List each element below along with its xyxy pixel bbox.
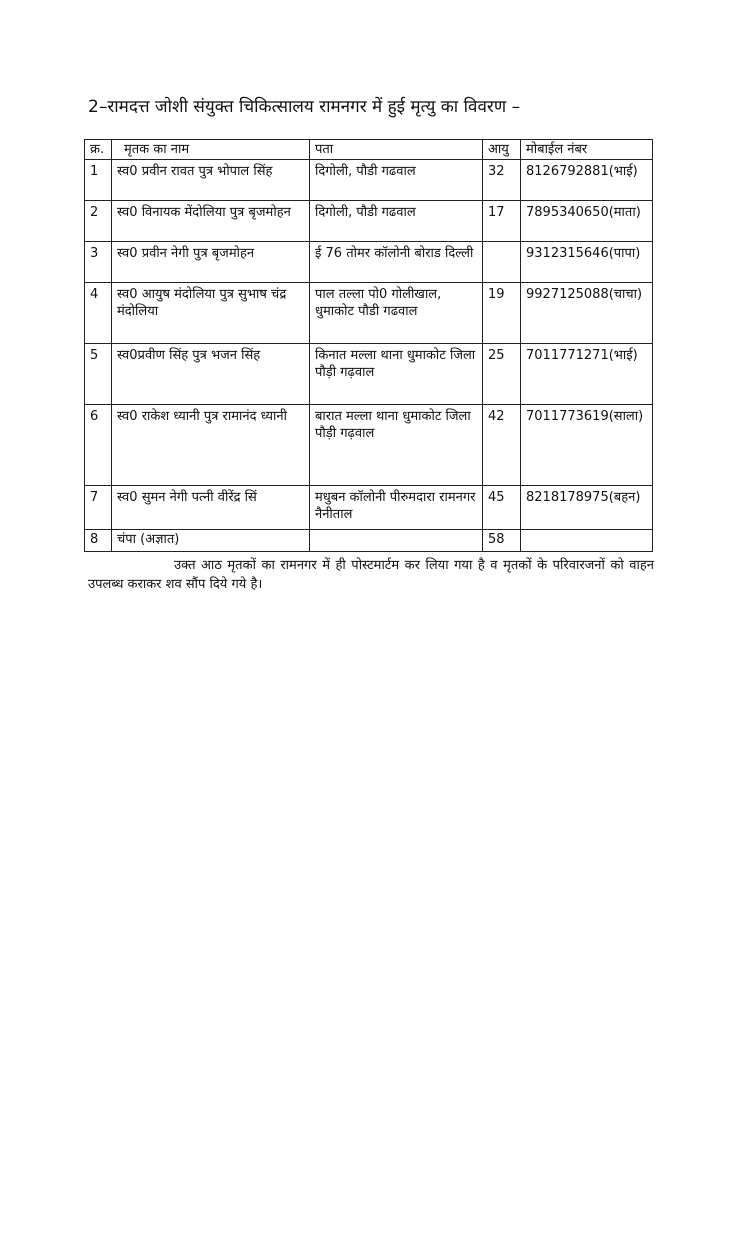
table-row bbox=[85, 160, 653, 201]
cell-sn: 7 bbox=[85, 486, 112, 530]
cell-name: स्व0 विनायक मेंदोलिया पुत्र बृजमोहन bbox=[112, 201, 310, 242]
cell-name: स्व0 प्रवीन रावत पुत्र भोपाल सिंह bbox=[112, 160, 310, 201]
cell-mobile: 8218178975(बहन) bbox=[521, 486, 653, 530]
cell-sn: 1 bbox=[85, 160, 112, 201]
cell-sn: 8 bbox=[85, 530, 112, 552]
cell-mobile: 9312315646(पापा) bbox=[521, 242, 653, 283]
table-row bbox=[85, 242, 653, 283]
table-row bbox=[85, 344, 653, 405]
cell-mobile bbox=[521, 530, 653, 552]
cell-age bbox=[483, 242, 521, 283]
cell-address bbox=[310, 530, 483, 552]
cell-address: दिगोली, पौडी गढवाल bbox=[310, 160, 483, 201]
header-name: मृतक का नाम bbox=[112, 140, 310, 160]
cell-age: 32 bbox=[483, 160, 521, 201]
cell-mobile: 7011771271(भाई) bbox=[521, 344, 653, 405]
cell-name: स्व0 प्रवीन नेगी पुत्र बृजमोहन bbox=[112, 242, 310, 283]
cell-name: स्व0 आयुष मंदोलिया पुत्र सुभाष चंद्र मंदोलिया bbox=[112, 283, 310, 344]
deceased-table bbox=[84, 139, 653, 552]
cell-address: ई 76 तोमर कॉलोनी बोराड दिल्ली bbox=[310, 242, 483, 283]
page-heading: 2–रामदत्त जोशी संयुक्त चिकित्सालय रामनगर में हुई मृत्यु का विवरण – bbox=[88, 97, 521, 117]
table-row bbox=[85, 201, 653, 242]
postmortem-note: उक्त आठ मृतकों का रामनगर में ही पोस्टमार्टम कर लिया गया है व मृतकों के परिवारजनों को वाहन उपलब्ध कराकर शव सौंप दिये गये है। bbox=[88, 558, 654, 592]
header-age: आयु bbox=[483, 140, 521, 160]
cell-age: 25 bbox=[483, 344, 521, 405]
cell-age: 42 bbox=[483, 405, 521, 486]
cell-mobile: 8126792881(भाई) bbox=[521, 160, 653, 201]
cell-age: 45 bbox=[483, 486, 521, 530]
cell-sn: 5 bbox=[85, 344, 112, 405]
cell-age: 17 bbox=[483, 201, 521, 242]
cell-age: 19 bbox=[483, 283, 521, 344]
cell-mobile: 9927125088(चाचा) bbox=[521, 283, 653, 344]
cell-sn: 4 bbox=[85, 283, 112, 344]
table-row bbox=[85, 283, 653, 344]
cell-address: बारात मल्ला थाना धुमाकोट जिला पौड़ी गढ़वाल bbox=[310, 405, 483, 486]
table-row bbox=[85, 486, 653, 530]
cell-name: स्व0 सुमन नेगी पत्नी वीरेंद्र सिं bbox=[112, 486, 310, 530]
cell-name: स्व0 राकेश ध्यानी पुत्र रामानंद ध्यानी bbox=[112, 405, 310, 486]
cell-address: दिगोली, पौडी गढवाल bbox=[310, 201, 483, 242]
header-address: पता bbox=[310, 140, 483, 160]
cell-age: 58 bbox=[483, 530, 521, 552]
cell-address: पाल तल्ला पो0 गोलीखाल, धुमाकोट पौडी गढवाल bbox=[310, 283, 483, 344]
cell-mobile: 7011773619(साला) bbox=[521, 405, 653, 486]
cell-name: स्व0प्रवीण सिंह पुत्र भजन सिंह bbox=[112, 344, 310, 405]
header-sn: क्र. bbox=[85, 140, 112, 160]
cell-address: मधुबन कॉलोनी पीरुमदारा रामनगर नैनीताल bbox=[310, 486, 483, 530]
table-row bbox=[85, 405, 653, 486]
header-mobile: मोबाईल नंबर bbox=[521, 140, 653, 160]
cell-sn: 6 bbox=[85, 405, 112, 486]
table-header-row bbox=[85, 140, 653, 160]
cell-sn: 2 bbox=[85, 201, 112, 242]
table-row bbox=[85, 530, 653, 552]
cell-sn: 3 bbox=[85, 242, 112, 283]
cell-mobile: 7895340650(माता) bbox=[521, 201, 653, 242]
cell-address: किनात मल्ला थाना धुमाकोट जिला पौड़ी गढ़वाल bbox=[310, 344, 483, 405]
cell-name: चंपा (अज्ञात) bbox=[112, 530, 310, 552]
